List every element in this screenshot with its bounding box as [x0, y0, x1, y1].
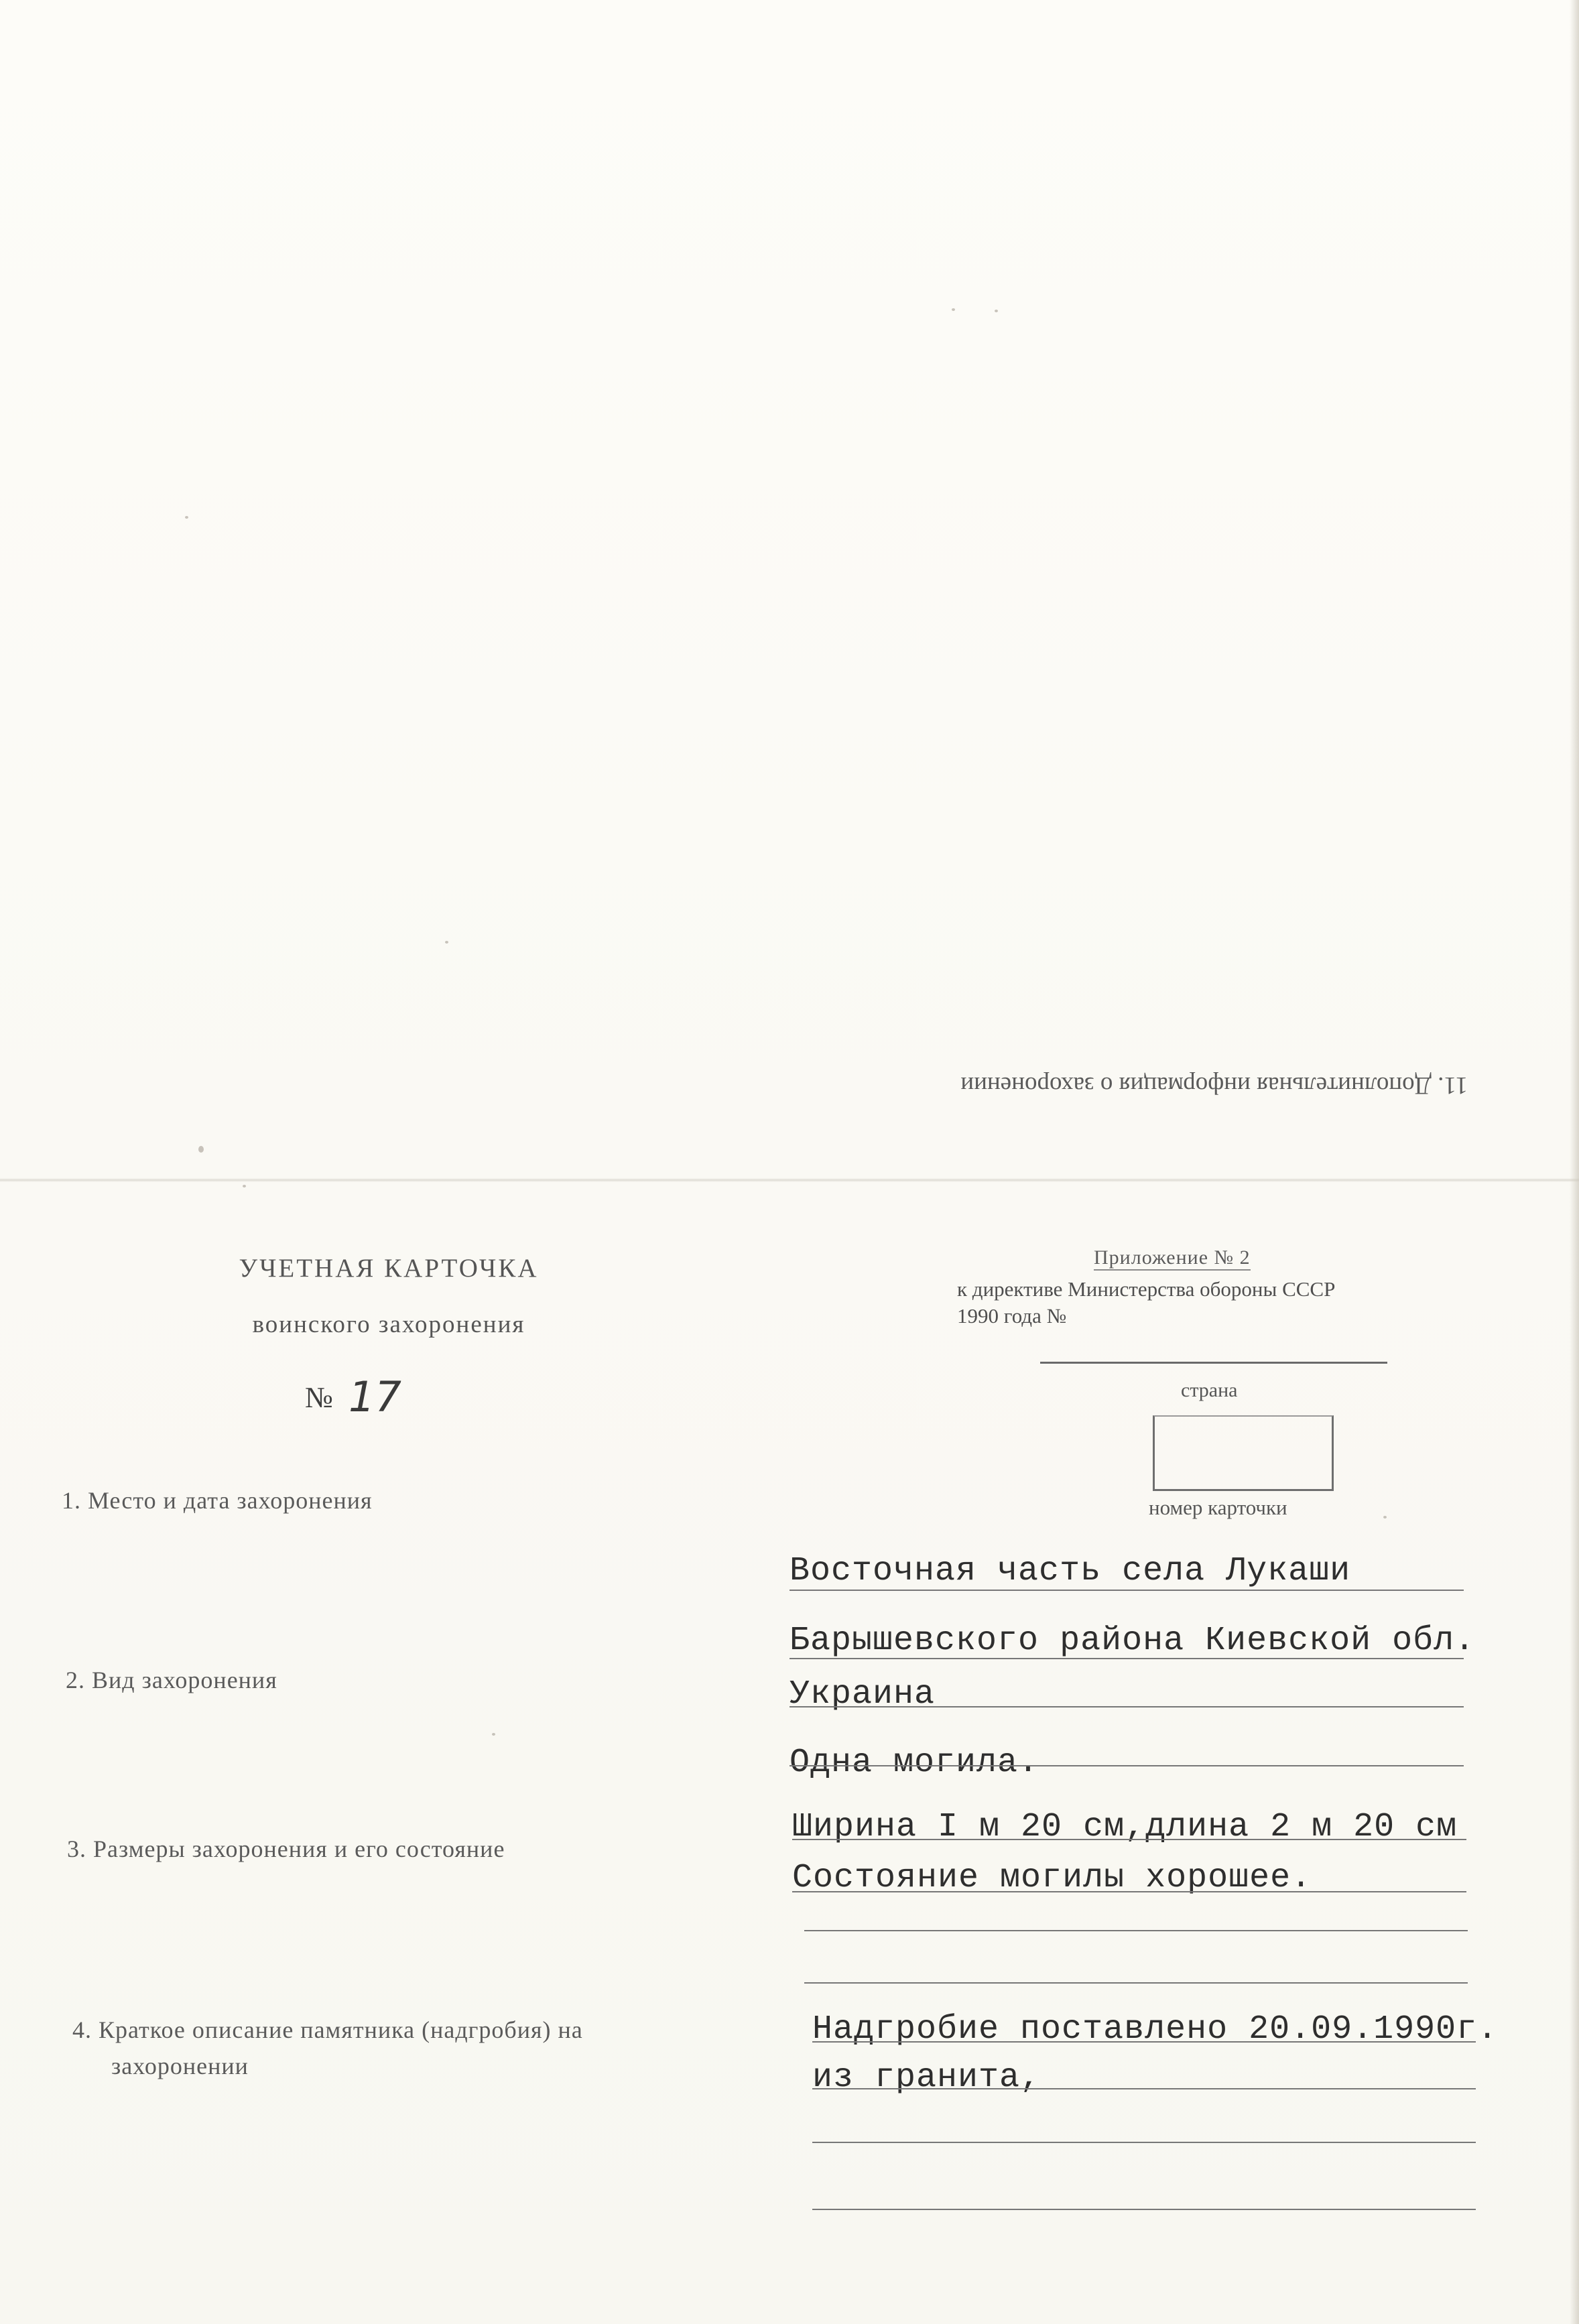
typed-line-4: Одна могила.: [790, 1744, 1039, 1782]
speck: [995, 310, 998, 312]
card-number-box: [1153, 1415, 1334, 1491]
card-number-box-label: номер карточки: [1149, 1496, 1287, 1519]
speck: [185, 516, 188, 519]
field-3-label: 3. Размеры захоронения и его состояние: [67, 1835, 505, 1862]
field-rule: [812, 2088, 1476, 2089]
field-rule: [812, 2142, 1476, 2143]
speck: [952, 308, 955, 311]
typed-line-5: Ширина I м 20 см,длина 2 м 20 см: [792, 1808, 1458, 1846]
speck: [1383, 1516, 1387, 1519]
card-subtitle: воинского захоронения: [252, 1311, 525, 1338]
field-rule: [804, 1982, 1468, 1984]
card-number-label: №: [305, 1381, 333, 1414]
field-rule: [792, 1891, 1466, 1892]
country-label: страна: [1181, 1379, 1238, 1401]
field-rule: [792, 1839, 1466, 1840]
field-rule: [812, 2209, 1476, 2210]
field-2-label: 2. Вид захоронения: [66, 1667, 277, 1693]
typed-line-1: Восточная часть села Лукаши: [790, 1552, 1351, 1590]
card-number-value: 17: [349, 1372, 401, 1421]
appendix-directive: к директиве Министерства обороны СССР: [957, 1277, 1336, 1301]
back-side-section-11: 11. Дополнительная информация о захоронении: [960, 1072, 1468, 1099]
typed-line-3: Украина: [790, 1675, 936, 1714]
typed-line-7: Надгробие поставлено 20.09.1990г.: [812, 2010, 1499, 2049]
field-rule: [804, 1930, 1468, 1931]
appendix-title: Приложение № 2: [1094, 1246, 1251, 1271]
field-rule: [790, 1706, 1464, 1707]
typed-line-8: из гранита,: [812, 2059, 1041, 2097]
field-4-label-line2: захоронении: [111, 2053, 249, 2079]
typed-line-2: Барышевского района Киевской обл.: [790, 1622, 1476, 1660]
paper-edge-shadow: [1570, 0, 1579, 2324]
card-title: УЧЕТНАЯ КАРТОЧКА: [239, 1254, 539, 1283]
field-rule: [790, 1590, 1464, 1591]
field-1-label: 1. Место и дата захоронения: [62, 1487, 373, 1514]
speck: [243, 1185, 246, 1187]
speck: [492, 1733, 495, 1736]
field-rule: [790, 1765, 1464, 1766]
typed-line-6: Состояние могилы хорошее.: [792, 1859, 1312, 1897]
field-rule: [790, 1658, 1464, 1659]
paper-fold: [0, 1178, 1579, 1182]
appendix-year: 1990 года №: [957, 1304, 1067, 1328]
speck: [198, 1146, 204, 1153]
field-rule: [812, 2041, 1476, 2043]
field-4-label-line1: 4. Краткое описание памятника (надгробия) на: [72, 2016, 583, 2043]
country-field-line: [1040, 1362, 1387, 1364]
speck: [445, 941, 448, 944]
